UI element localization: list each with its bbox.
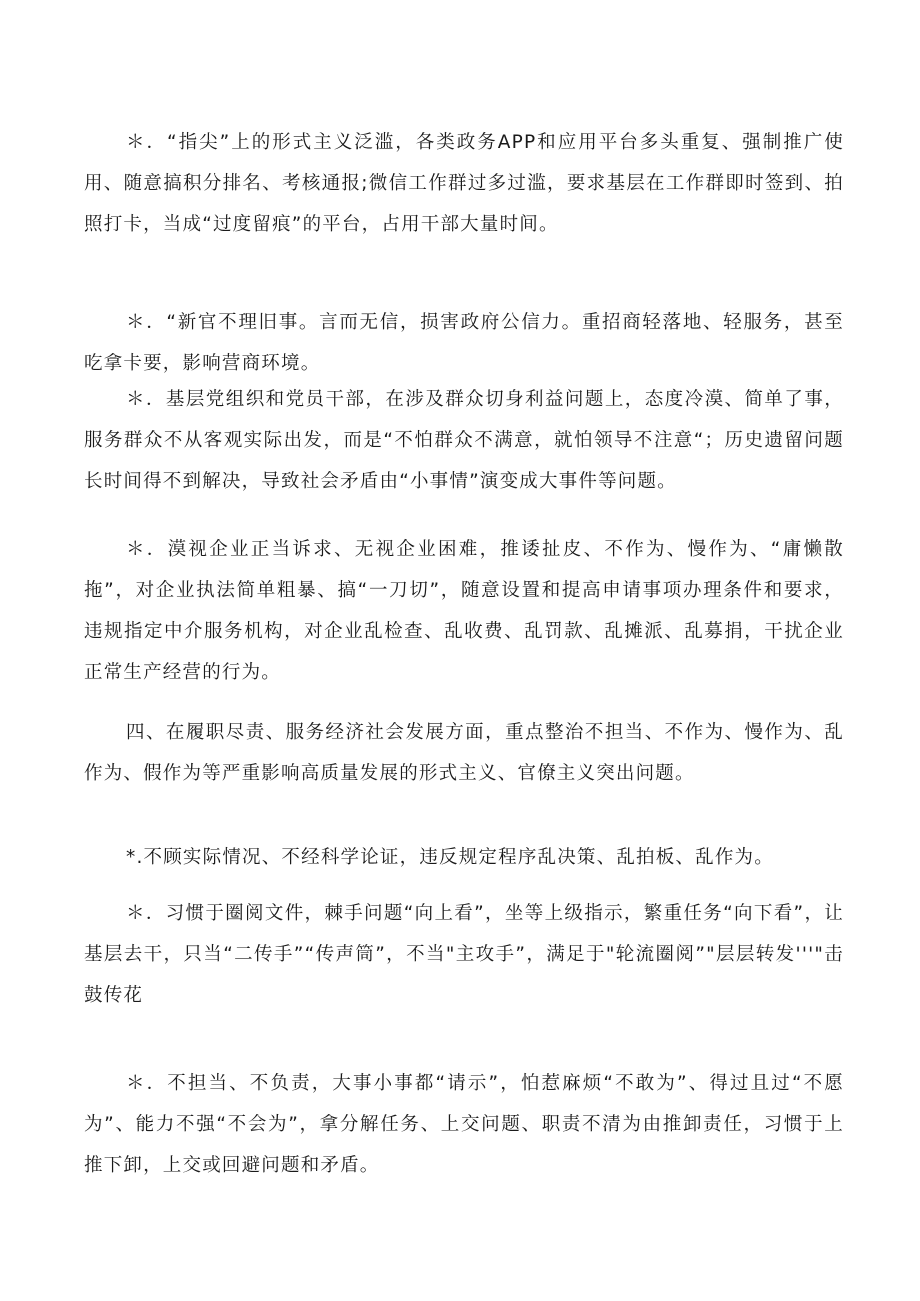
paragraph-new-officials: ＊．“新官不理旧事。言而无信，损害政府公信力。重招商轻落地、轻服务，甚至吃拿卡要，影响营商环境。 <box>84 312 844 374</box>
paragraph-fingertip-formalism: ＊．“指尖”上的形式主义泛滥，各类政务APP和应用平台多头重复、强制推广使用、随意搞积分排名、考核通报;微信工作群过多过滥，要求基层在工作群即时签到、拍照打卡，当成“过度留痕”的平台，占用干部大量时间。 <box>84 132 844 235</box>
paragraph-document-circulation: ＊．习惯于圈阅文件，棘手问题“向上看”，坐等上级指示，繁重任务“向下看”，让基层去干，只当“二传手”“传声筒”，不当"主攻手”，满足于"轮流圈阅”"层层转发'''"击鼓传花 <box>84 903 844 1006</box>
paragraph-grassroots-party: ＊．基层党组织和党员干部，在涉及群众切身利益问题上，态度冷漠、简单了事，服务群众不从客观实际出发，而是“不怕群众不满意，就怕领导不注意“；历史遗留问题长时间得不到解决，导致社会矛盾由“小事情”演变成大事件等问题。 <box>84 389 844 492</box>
paragraph-enterprise-appeals: ＊．漠视企业正当诉求、无视企业困难，推诿扯皮、不作为、慢作为、“庸懒散拖”，对企业执法简单粗暴、搞“一刀切”，随意设置和提高申请事项办理条件和要求，违规指定中介服务机构，对企业乱检查、乱收费、乱罚款、乱摊派、乱募捐，干扰企业正常生产经营的行为。 <box>84 539 844 683</box>
section-heading-four: 四、在履职尽责、服务经济社会发展方面，重点整治不担当、不作为、慢作为、乱作为、假作为等严重影响高质量发展的形式主义、官僚主义突出问题。 <box>84 722 844 784</box>
paragraph-decision-making: *.不顾实际情况、不经科学论证，违反规定程序乱决策、乱拍板、乱作为。 <box>126 847 774 868</box>
paragraph-responsibility: ＊．不担当、不负责，大事小事都“请示”，怕惹麻烦“不敢为”、得过且过“不愿为”、能力不强“不会为”，拿分解任务、上交问题、职责不清为由推卸责任，习惯于上推下卸，上交或回避问题和矛盾。 <box>84 1073 844 1176</box>
